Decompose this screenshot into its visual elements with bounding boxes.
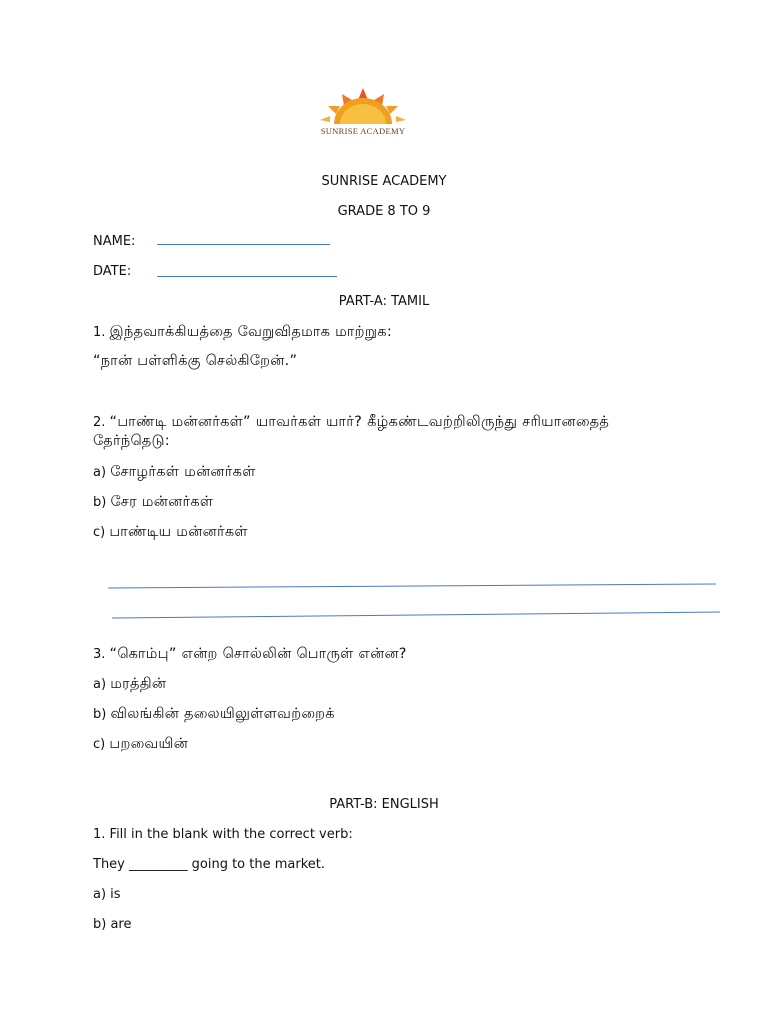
question-number: 3. xyxy=(93,647,106,662)
option-text: சோழர்கள் மன்னர்கள் xyxy=(110,464,256,480)
name-label: NAME: xyxy=(93,234,136,249)
option-letter: b) xyxy=(93,495,107,510)
answer-lines xyxy=(100,578,730,626)
option-a2-c xyxy=(93,524,248,542)
date-label: DATE: xyxy=(93,264,132,279)
sunrise-academy-logo xyxy=(314,86,412,144)
option-a3-a xyxy=(93,676,166,694)
question-number: 1. xyxy=(93,325,106,340)
option-text: சேர மன்னர்கள் xyxy=(110,494,214,510)
option-a3-c xyxy=(93,736,188,754)
option-letter: a) xyxy=(93,465,107,480)
question-b1-sentence: They _________ going to the market. xyxy=(93,857,325,872)
school-name: SUNRISE ACADEMY xyxy=(321,174,447,189)
option-b1-a: a) is xyxy=(93,887,121,902)
part-a-title: PART-A: TAMIL xyxy=(338,294,430,309)
part-b-title: PART-B: ENGLISH xyxy=(329,797,439,812)
question-a2 xyxy=(93,414,609,432)
name-blank-line xyxy=(157,244,330,245)
question-number: 2. xyxy=(93,415,106,430)
question-a1 xyxy=(93,324,392,342)
answer-line-1 xyxy=(108,584,716,588)
option-letter: c) xyxy=(93,737,106,752)
option-text: பாண்டிய மன்னர்கள் xyxy=(109,524,248,540)
question-a3 xyxy=(93,646,407,664)
logo-text: SUNRISE ACADEMY xyxy=(320,126,406,136)
option-letter: b) xyxy=(93,707,107,722)
option-text: விலங்கின் தலையிலுள்ளவற்றைக் xyxy=(110,706,335,722)
answer-line-2 xyxy=(112,612,720,618)
option-a2-b xyxy=(93,494,213,512)
option-text: மரத்தின் xyxy=(110,676,167,692)
question-text: “கொம்பு” என்ற சொல்லின் பொருள் என்ன? xyxy=(109,646,407,662)
option-a2-a xyxy=(93,464,256,482)
option-b1-b: b) are xyxy=(93,917,132,932)
option-text: பறவையின் xyxy=(109,736,189,752)
option-letter: c) xyxy=(93,525,106,540)
option-a3-b xyxy=(93,706,335,724)
question-text: “பாண்டி மன்னர்கள்” யாவர்கள் யார்? கீழ்கண்டவற்றிலிருந்து சரியானதைத் xyxy=(109,414,610,430)
question-text: இந்தவாக்கியத்தை வேறுவிதமாக மாற்றுக: xyxy=(109,324,393,340)
date-blank-line xyxy=(157,276,337,277)
sun-icon xyxy=(314,86,412,126)
question-a1-quote: “நான் பள்ளிக்கு செல்கிறேன்.” xyxy=(93,353,298,369)
option-letter: a) xyxy=(93,677,107,692)
question-a2-continuation: தேர்ந்தெடு: xyxy=(93,433,170,449)
question-b1: 1. Fill in the blank with the correct verb: xyxy=(93,827,353,842)
grade-range: GRADE 8 TO 9 xyxy=(337,204,431,219)
